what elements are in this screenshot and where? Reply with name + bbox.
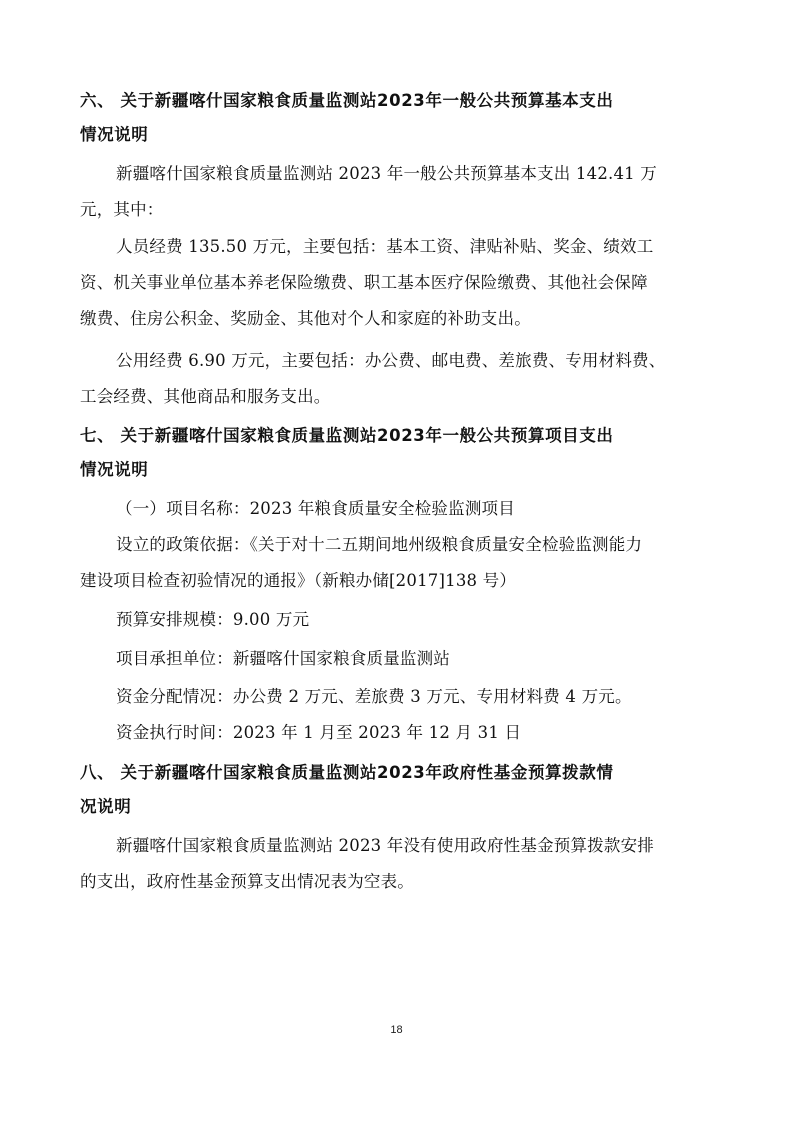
section-6-heading-cont: 情况说明 <box>80 125 149 144</box>
policy-basis: 设立的政策依据：《关于对十二五期间地州级粮食质量安全检验监测能力 <box>116 535 643 554</box>
project-name: （一）项目名称：2023 年粮食质量安全检验监测项目 <box>116 499 515 518</box>
paragraph: 公用经费 6.90 万元，主要包括：办公费、邮电费、差旅费、专用材料费、 <box>116 351 666 370</box>
policy-basis-cont: 建设项目检查初验情况的通报》（新粮办储[2017]138 号） <box>80 571 517 590</box>
paragraph: 人员经费 135.50 万元，主要包括：基本工资、津贴补贴、奖金、绩效工 <box>116 237 654 256</box>
paragraph-cont: 资、机关事业单位基本养老保险缴费、职工基本医疗保险缴费、其他社会保障 <box>80 273 648 292</box>
fund-allocation: 资金分配情况：办公费 2 万元、差旅费 3 万元、专用材料费 4 万元。 <box>116 687 632 706</box>
section-7-heading: 七、 关于新疆喀什国家粮食质量监测站2023年一般公共预算项目支出 <box>80 426 614 445</box>
section-8-heading-cont: 况说明 <box>80 797 132 816</box>
page-number: 18 <box>390 1024 403 1036</box>
paragraph: 新疆喀什国家粮食质量监测站 2023 年没有使用政府性基金预算拨款安排 <box>116 836 654 855</box>
execution-time: 资金执行时间：2023 年 1 月至 2023 年 12 月 31 日 <box>116 723 522 742</box>
paragraph-cont: 元，其中： <box>80 200 164 219</box>
budget-scale: 预算安排规模：9.00 万元 <box>116 610 310 629</box>
section-6-heading: 六、 关于新疆喀什国家粮食质量监测站2023年一般公共预算基本支出 <box>80 91 614 110</box>
paragraph-cont: 缴费、住房公积金、奖励金、其他对个人和家庭的补助支出。 <box>80 309 531 328</box>
undertaking-unit: 项目承担单位：新疆喀什国家粮食质量监测站 <box>116 649 450 668</box>
section-8-heading: 八、 关于新疆喀什国家粮食质量监测站2023年政府性基金预算拨款情 <box>80 763 614 782</box>
paragraph: 新疆喀什国家粮食质量监测站 2023 年一般公共预算基本支出 142.41 万 <box>116 164 658 183</box>
paragraph-cont: 工会经费、其他商品和服务支出。 <box>80 387 331 406</box>
section-7-heading-cont: 情况说明 <box>80 460 149 479</box>
paragraph-cont: 的支出，政府性基金预算支出情况表为空表。 <box>80 872 414 891</box>
